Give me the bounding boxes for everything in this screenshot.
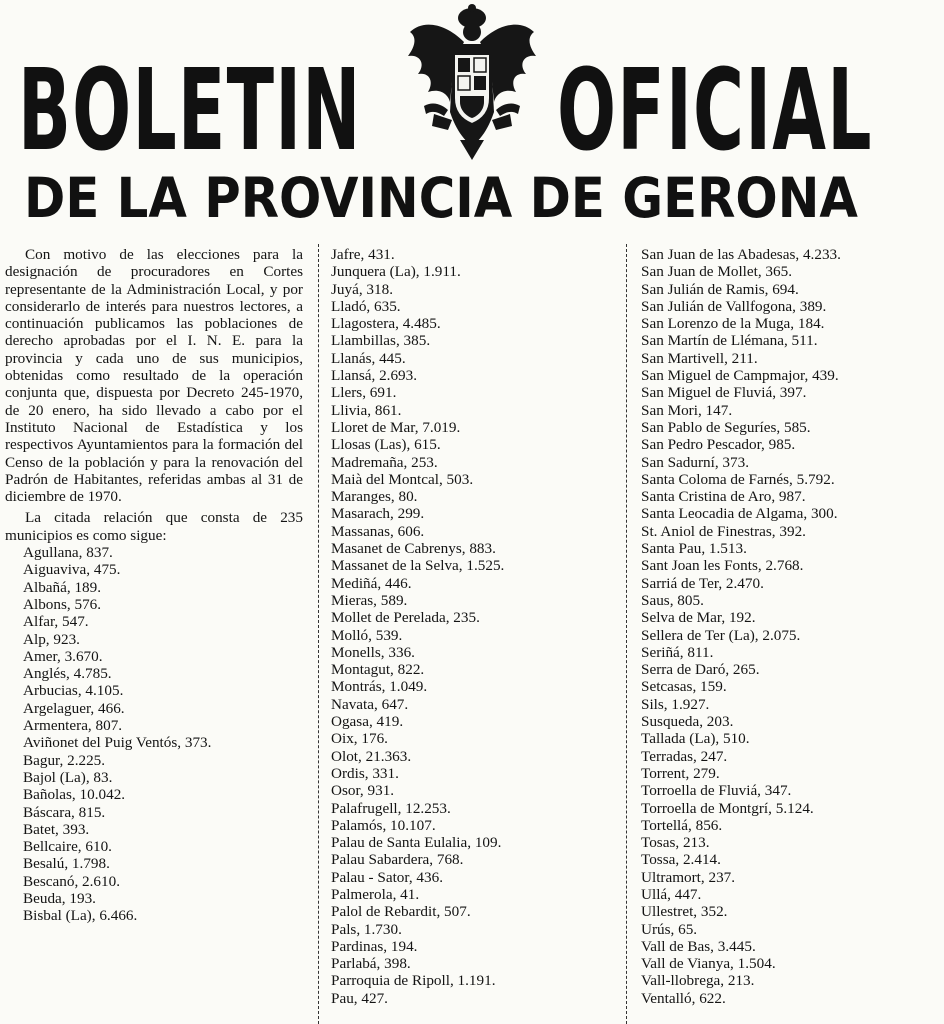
municipality-entry: Parroquia de Ripoll, 1.191.: [331, 972, 496, 990]
municipality-entry: Setcasas, 159.: [641, 678, 727, 696]
municipality-entry: Ordis, 331.: [331, 764, 399, 782]
municipality-entry: Parlabá, 398.: [331, 955, 411, 973]
municipality-entry: Palau de Santa Eulalia, 109.: [331, 834, 502, 852]
municipality-entry: Maranges, 80.: [331, 488, 418, 506]
municipality-entry: Aviñonet del Puig Ventós, 373.: [23, 734, 212, 752]
municipality-entry: Llambillas, 385.: [331, 332, 431, 350]
municipality-entry: Sarriá de Ter, 2.470.: [641, 574, 764, 592]
municipality-list: [5, 544, 303, 925]
municipality-entry: Sils, 1.927.: [641, 695, 710, 713]
municipality-entry: Palau Sabardera, 768.: [331, 851, 464, 869]
municipality-entry: Argelaguer, 466.: [23, 699, 125, 717]
municipality-entry: Arbucias, 4.105.: [23, 682, 124, 700]
municipality-entry: Jafre, 431.: [331, 246, 395, 263]
municipality-entry: Palmerola, 41.: [331, 885, 420, 903]
municipality-entry: Sellera de Ter (La), 2.075.: [641, 626, 801, 644]
municipality-entry: Terradas, 247.: [641, 747, 728, 765]
intro-paragraph: Con motivo de las elecciones para la designación de procuradores en Cortes representante de la Administración Local, y por considerarlo de interés para nuestros lectores, a continuación publicamos las poblaciones de derecho aprobadas por el I. N. E. para la provincia y cada uno de sus municipios, obtenidas como resultado de la operación conjunta que, dispuesta por Decreto 245-1970, de 20 enero, ha sido llevado a cabo por el Instituto Nacional de Estadística y los respectivos Ayuntamientos para la formación del Censo de la población y para la renovación del Padrón de Habitantes, referidas ambas al 31 de diciembre de 1970.: [5, 246, 303, 506]
municipality-entry: Palafrugell, 12.253.: [331, 799, 451, 817]
municipality-entry: Montagut, 822.: [331, 661, 425, 679]
municipality-entry: Ogasa, 419.: [331, 713, 404, 731]
municipality-entry: Vall de Vianya, 1.504.: [641, 955, 776, 973]
municipality-entry: Llers, 691.: [331, 384, 397, 402]
municipality-entry: Bañolas, 10.042.: [23, 786, 126, 804]
municipality-entry: Lladó, 635.: [331, 297, 401, 315]
coat-of-arms-emblem: [404, 2, 540, 160]
municipality-entry: Llanás, 445.: [331, 349, 406, 367]
municipality-entry: Albons, 576.: [23, 595, 102, 613]
municipality-entry: Mediñá, 446.: [331, 574, 412, 592]
municipality-entry: Palol de Rebardit, 507.: [331, 903, 471, 921]
municipality-entry: Bisbal (La), 6.466.: [23, 907, 138, 925]
municipality-entry: Selva de Mar, 192.: [641, 609, 756, 627]
municipality-entry: San Sadurní, 373.: [641, 453, 749, 471]
column-1: [5, 246, 303, 925]
municipality-entry: Mieras, 589.: [331, 591, 408, 609]
municipality-entry: Pals, 1.730.: [331, 920, 402, 938]
municipality-entry: Palau - Sator, 436.: [331, 868, 444, 886]
municipality-entry: Torroella de Montgrí, 5.124.: [641, 799, 814, 817]
municipality-entry: Torroella de Fluviá, 347.: [641, 782, 792, 800]
municipality-entry: Palamós, 10.107.: [331, 816, 436, 834]
municipality-entry: Llansá, 2.693.: [331, 367, 418, 385]
municipality-entry: Santa Leocadia de Algama, 300.: [641, 505, 838, 523]
municipality-entry: Maià del Montcal, 503.: [331, 470, 474, 488]
municipality-entry: Serra de Daró, 265.: [641, 661, 760, 679]
municipality-entry: Aiguaviva, 475.: [23, 561, 121, 579]
masthead: [0, 0, 944, 240]
municipality-entry: Pau, 427.: [331, 989, 388, 1007]
municipality-entry: Madremaña, 253.: [331, 453, 438, 471]
municipality-entry: Massanet de la Selva, 1.525.: [331, 557, 505, 575]
title-boletin: BOLETIN: [18, 46, 362, 176]
municipality-entry: Torrent, 279.: [641, 764, 720, 782]
column-2: [331, 246, 616, 1007]
municipality-entry: Sant Joan les Fonts, 2.768.: [641, 557, 804, 575]
subtitle-provincia: DE LA PROVINCIA DE GERONA: [24, 166, 858, 230]
municipality-entry: Monells, 336.: [331, 643, 415, 661]
intro-paragraph: La citada relación que consta de 235 municipios es como sigue:: [5, 509, 303, 544]
municipality-entry: Masarach, 299.: [331, 505, 425, 523]
municipality-entry: San Miguel de Fluviá, 397.: [641, 384, 807, 402]
municipality-entry: Santa Cristina de Aro, 987.: [641, 488, 806, 506]
municipality-entry: San Mori, 147.: [641, 401, 733, 419]
municipality-entry: Mollet de Perelada, 235.: [331, 609, 480, 627]
municipality-entry: Masanet de Cabrenys, 883.: [331, 540, 496, 558]
column-3: [641, 246, 941, 1007]
municipality-list: [331, 246, 616, 1007]
municipality-entry: San Juan de Mollet, 365.: [641, 263, 793, 281]
municipality-entry: San Martín de Llémana, 511.: [641, 332, 818, 350]
municipality-entry: Tossa, 2.414.: [641, 851, 721, 869]
municipality-entry: Ullá, 447.: [641, 885, 702, 903]
municipality-entry: Báscara, 815.: [23, 803, 106, 821]
municipality-entry: Alfar, 547.: [23, 613, 89, 631]
municipality-entry: Oix, 176.: [331, 730, 388, 748]
municipality-entry: San Pablo de Seguríes, 585.: [641, 418, 811, 436]
municipality-entry: Llagostera, 4.485.: [331, 315, 441, 333]
municipality-entry: Armentera, 807.: [23, 717, 123, 735]
municipality-entry: Santa Pau, 1.513.: [641, 540, 747, 558]
municipality-entry: Montrás, 1.049.: [331, 678, 428, 696]
municipality-entry: Ullestret, 352.: [641, 903, 728, 921]
municipality-entry: San Miguel de Campmajor, 439.: [641, 367, 839, 385]
municipality-entry: Agullana, 837.: [23, 544, 113, 562]
municipality-entry: Ultramort, 237.: [641, 868, 736, 886]
municipality-entry: Pardinas, 194.: [331, 937, 418, 955]
municipality-entry: St. Aniol de Finestras, 392.: [641, 522, 806, 540]
municipality-entry: San Juan de las Abadesas, 4.233.: [641, 246, 841, 263]
municipality-entry: Bescanó, 2.610.: [23, 872, 121, 890]
municipality-entry: Albañá, 189.: [23, 578, 102, 596]
column-divider: [626, 244, 627, 1024]
municipality-entry: Tortellá, 856.: [641, 816, 723, 834]
municipality-entry: Llosas (Las), 615.: [331, 436, 441, 454]
municipality-entry: Susqueda, 203.: [641, 713, 734, 731]
municipality-entry: Olot, 21.363.: [331, 747, 412, 765]
municipality-entry: Besalú, 1.798.: [23, 855, 110, 873]
municipality-entry: San Martivell, 211.: [641, 349, 758, 367]
municipality-entry: Juyá, 318.: [331, 280, 394, 298]
municipality-entry: Massanas, 606.: [331, 522, 425, 540]
municipality-entry: Vall de Bas, 3.445.: [641, 937, 756, 955]
municipality-entry: Bagur, 2.225.: [23, 751, 106, 769]
municipality-entry: Seriñá, 811.: [641, 643, 714, 661]
municipality-entry: Urús, 65.: [641, 920, 698, 938]
municipality-entry: Amer, 3.670.: [23, 647, 103, 665]
municipality-entry: San Julián de Ramis, 694.: [641, 280, 799, 298]
municipality-entry: Bajol (La), 83.: [23, 768, 113, 786]
municipality-entry: Batet, 393.: [23, 820, 90, 838]
title-oficial: OFICIAL: [557, 46, 873, 176]
municipality-entry: Santa Coloma de Farnés, 5.792.: [641, 470, 835, 488]
municipality-entry: Osor, 931.: [331, 782, 395, 800]
municipality-entry: San Julián de Vallfogona, 389.: [641, 297, 827, 315]
municipality-list: [641, 246, 941, 1007]
column-divider: [318, 244, 319, 1024]
municipality-entry: Ventalló, 622.: [641, 989, 726, 1007]
municipality-entry: Tosas, 213.: [641, 834, 710, 852]
municipality-entry: Saus, 805.: [641, 591, 704, 609]
municipality-entry: Tallada (La), 510.: [641, 730, 750, 748]
municipality-entry: Bellcaire, 610.: [23, 838, 112, 856]
municipality-entry: Lloret de Mar, 7.019.: [331, 418, 461, 436]
municipality-entry: Anglés, 4.785.: [23, 665, 112, 683]
municipality-entry: San Pedro Pescador, 985.: [641, 436, 796, 454]
municipality-entry: Alp, 923.: [23, 630, 80, 648]
municipality-entry: Navata, 647.: [331, 695, 409, 713]
municipality-entry: Llivia, 861.: [331, 401, 402, 419]
municipality-entry: San Lorenzo de la Muga, 184.: [641, 315, 825, 333]
municipality-entry: Vall-llobrega, 213.: [641, 972, 755, 990]
municipality-entry: Beuda, 193.: [23, 889, 96, 907]
municipality-entry: Molló, 539.: [331, 626, 403, 644]
municipality-entry: Junquera (La), 1.911.: [331, 263, 461, 281]
